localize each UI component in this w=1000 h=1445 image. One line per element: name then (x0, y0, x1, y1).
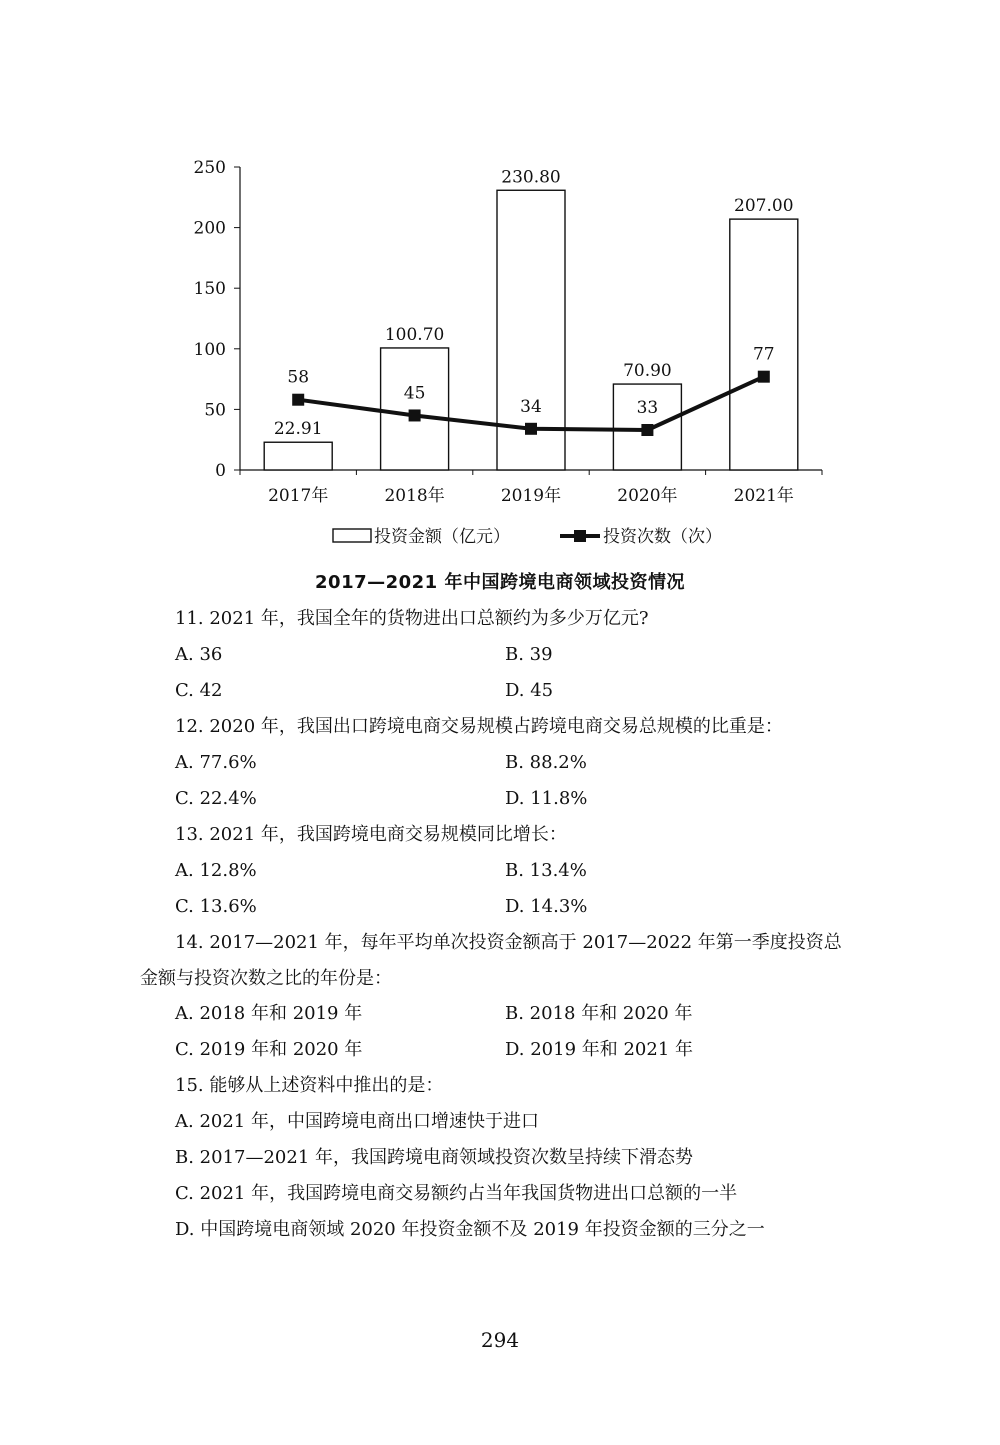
x-tick-label: 2021年 (733, 486, 794, 506)
bar-value-label: 100.70 (384, 324, 445, 345)
x-tick-label: 2017年 (268, 486, 329, 506)
y-tick-label: 100 (193, 339, 226, 360)
question-14-option-d: D. 2019 年和 2021 年 (505, 1039, 694, 1060)
bar-value-label: 207.00 (734, 196, 794, 217)
question-15-option-c: C. 2021 年，我国跨境电商交易额约占当年我国货物进出口总额的一半 (175, 1183, 738, 1204)
y-tick-label: 0 (215, 461, 226, 481)
question-11-option-b: B. 39 (505, 644, 553, 665)
x-tick-label: 2018年 (384, 486, 445, 506)
count-point-2020年 (641, 424, 653, 436)
y-tick-label: 250 (193, 158, 226, 178)
question-12-option-a: A. 77.6% (175, 752, 257, 773)
count-value-label: 45 (403, 383, 426, 404)
bar-value-label: 22.91 (273, 419, 323, 440)
count-value-label: 77 (752, 344, 775, 365)
chart-title: 2017—2021 年中国跨境电商领域投资情况 (315, 572, 685, 593)
question-13-option-c: C. 13.6% (175, 896, 257, 917)
y-tick-label: 200 (193, 218, 226, 239)
question-11-option-a: A. 36 (175, 644, 223, 665)
question-15-option-d: D. 中国跨境电商领域 2020 年投资金额不及 2019 年投资金额的三分之一 (175, 1219, 765, 1240)
count-point-2018年 (409, 409, 421, 421)
question-14-option-b: B. 2018 年和 2020 年 (505, 1003, 693, 1024)
question-11-option-c: C. 42 (175, 680, 223, 701)
question-15-option-a: A. 2021 年，中国跨境电商出口增速快于进口 (175, 1111, 539, 1132)
bar-2018年 (381, 348, 449, 470)
legend-bar-label: 投资金额（亿元） (374, 527, 510, 547)
count-point-2017年 (292, 394, 304, 406)
question-12-stem: 12. 2020 年，我国出口跨境电商交易规模占跨境电商交易总规模的比重是： (175, 716, 783, 737)
page-number: 294 (480, 1328, 520, 1352)
investment-chart (0, 0, 1000, 560)
question-12-option-d: D. 11.8% (505, 788, 588, 809)
question-12-option-c: C. 22.4% (175, 788, 257, 809)
question-12-option-b: B. 88.2% (505, 752, 587, 773)
count-value-label: 33 (636, 398, 659, 419)
question-13-option-b: B. 13.4% (505, 860, 587, 881)
question-14-stem: 14. 2017—2021 年，每年平均单次投资金额高于 2017—2022 年第一季度投资总 (175, 932, 842, 953)
legend-line-marker (574, 530, 586, 542)
legend-line-label: 投资次数（次） (603, 527, 722, 547)
bar-value-label: 70.90 (623, 361, 672, 382)
y-tick-label: 50 (204, 400, 226, 421)
question-13-option-d: D. 14.3% (505, 896, 588, 917)
question-15-stem: 15. 能够从上述资料中推出的是： (175, 1075, 444, 1096)
count-point-2021年 (758, 371, 770, 383)
count-value-label: 34 (520, 396, 542, 417)
question-14-option-c: C. 2019 年和 2020 年 (175, 1039, 363, 1060)
question-15-option-b: B. 2017—2021 年，我国跨境电商领域投资次数呈持续下滑态势 (175, 1147, 694, 1168)
x-tick-label: 2020年 (617, 486, 678, 506)
count-value-label: 58 (287, 367, 310, 388)
bar-value-label: 230.80 (501, 167, 561, 188)
question-14-option-a: A. 2018 年和 2019 年 (175, 1003, 363, 1024)
question-13-stem: 13. 2021 年，我国跨境电商交易规模同比增长： (175, 824, 567, 845)
y-tick-label: 150 (193, 279, 226, 300)
x-tick-label: 2019年 (500, 486, 562, 506)
count-point-2019年 (525, 423, 537, 435)
question-11-stem: 11. 2021 年，我国全年的货物进出口总额约为多少万亿元? (175, 608, 649, 629)
question-14-stem-continued: 金额与投资次数之比的年份是： (140, 968, 392, 989)
question-11-option-d: D. 45 (505, 680, 554, 701)
bar-2017年 (264, 442, 332, 470)
question-13-option-a: A. 12.8% (175, 860, 257, 881)
legend-bar-swatch (333, 529, 371, 542)
